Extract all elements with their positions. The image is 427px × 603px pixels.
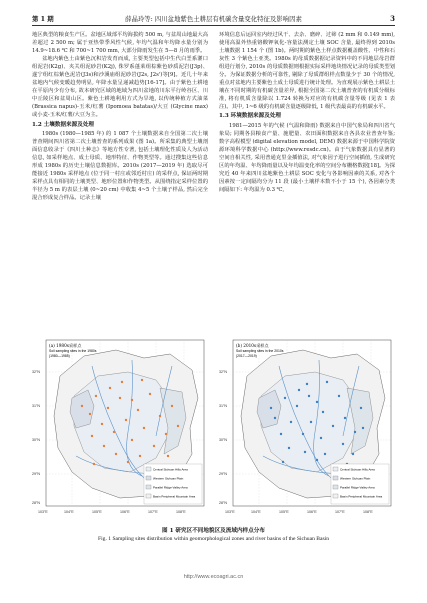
svg-text:28°N: 28°N [219, 501, 228, 505]
intro-paragraph-1: 地区典型的粮食生产区。盆地区域部平均海拔约 500 m, 与盆周山地最大高差超过 2 500 m; 属于亚热带季风性气候, 年均气温和年均降水量分别为 14.9~18.6 ℃ 和 700~1 700 mm, 大部分降雨发生在 5—8 月的雨季。 [32, 32, 208, 55]
svg-text:103°E: 103°E [38, 510, 48, 514]
svg-text:105°E: 105°E [92, 510, 102, 514]
figure-caption-en: Fig. 1 Sampling sites distribution within geomorphological zones and river basins of the Sichuan Basin [97, 536, 330, 542]
panel-a-sublabel: Soil sampling sites in the 1980s [49, 349, 97, 353]
svg-text:31°N: 31°N [219, 404, 228, 408]
right-paragraph-1: 环境信息后运回室内经过风干、去杂、磨碎、过筛 (2 mm 和 0.149 mm), 使用高温外热重铬酸钾氧化-容量法测定土壤 SOC 含量, 最终得到 2010s 土壤数据 1 154 个 (图 1b)。两时期的紫色土样点数据覆盖酸性、中性和石灰性 3 个紫色土亚类。1980s 的母质数据据记录资料中的不同地层母岩群组进行划分, 2010s 的母质数据则根据实际采样地块情况记录的母质类型划分。为保证数据分析的可靠性, 剔除了母质群组样点数量少于 30 个的情况, 重点对盆地内主要紫色土成土母质进行统计处理。为直观展示紫色土耕层土壤在不同时期的有机碳含量差异, 根据全国第二次土壤普查的有机质分级标准, 将有机质含量除以 1.724 转换为对应的有机碳含量等级 (见表 1 表注)。其中, 1~6 级的有机碳含量逐级降低, 1 级代表最高的有机碳水平。 [219, 32, 395, 111]
x-tick-labels [38, 510, 186, 514]
svg-text:103°E: 103°E [225, 510, 235, 514]
svg-text:30°N: 30°N [219, 438, 228, 442]
svg-text:32°N: 32°N [219, 370, 228, 374]
svg-text:29°N: 29°N [32, 472, 41, 476]
svg-text:29°N: 29°N [219, 472, 228, 476]
svg-text:106°E: 106°E [120, 510, 130, 514]
panel-a-sublabel-2: (1980—1985) [49, 354, 70, 358]
legend-ridge: Parallel Ridge-Valley Area [153, 485, 188, 490]
svg-text:32°N: 32°N [32, 370, 41, 374]
svg-text:107°E: 107°E [335, 510, 345, 514]
legend-plain: Western Sichuan Plain [153, 476, 184, 481]
svg-text:30°N: 30°N [32, 438, 41, 442]
running-title: 薛晶玲等: 四川盆地紫色土耕层有机碳含量变化特征及影响因素 [125, 15, 302, 23]
y-tick-labels [32, 370, 40, 505]
svg-text:104°E: 104°E [251, 510, 261, 514]
figure-caption-cn: 图 1 研究区不同地貌区及流域内样点分布 [162, 528, 265, 534]
header-rule [32, 25, 395, 26]
svg-text:28°N: 28°N [32, 501, 41, 505]
panel-b-sublabel: Soil sampling sites in the 2010s [236, 349, 284, 353]
map-2010s [219, 336, 395, 519]
panel-b-label: (b) 2010s采样点 [236, 343, 269, 348]
y-tick-labels [219, 370, 227, 505]
x-tick-labels [225, 510, 373, 514]
left-column [32, 31, 208, 203]
section-1-2-paragraph: 1980s (1980—1985 年) 的 1 087 个土壤数据来自全国第二次土壤普查期间四川省第二次土壤普查的系列成果 (图 1a)。所采集的典型土壤剖面信息收录于《四川土种志》等地方性专著, 包括土壤理化性质及人为活动信息, 如采样地点、成土母质、地形特征、作物类型等。通过搜集这些信息形成 1980s 的历史土壤信息数据库。2010s (2017—2019 年) 选取尽可能接近 1980s 采样地点 (位于同一村庄或邻近村庄) 的采样点, 保证两时期采样点具有相同的土壤类型、地形位置和作物类型。从围绕指定采样位置的半径为 5 m 的表层土壤 (0~20 cm) 中收集 4~5 个土壤子样品, 然后完全混合形成复合样品。记录土壤 [32, 131, 208, 202]
right-column [219, 31, 395, 194]
panel-a-label: (a) 1980s采样点 [49, 343, 82, 348]
section-1-3-paragraph: 1981—2015 年的气候 (气温和降雨) 数据来自中国气象局和四川省气象局; 同期各县粮食产量、施肥量、农田面积数据来自各县农业普查年鉴; 数字高程模型 (digital elevation model, DEM) 数据来源于中国科学院资源环境科学数据中心 (http://www.resdc.cn)。由于气象数据具有显著的空间自相关性, 采用普通克里金插值法, 对气象因子进行空间插值, 生成研究区的年均温、年均降雨量以及年均温变化率的空间分布栅格数据[18]。为探究近 40 年来四川盆地紫色土耕层 SOC 变化与各影响因素的关系, 对各个因素按一定间隔均分为 11 段 (最小土壤样本数不小于 15 个), 各因素分类间隔如下: 年均温为 0.3 ℃, [219, 123, 395, 194]
zone-legend [331, 464, 389, 504]
panel-b-sublabel-2: (2017—2019) [236, 354, 257, 358]
legend-mountain: Basin Peripheral Mountain Area [153, 494, 196, 499]
zone-legend [144, 464, 202, 504]
legend-plain: Western Sichuan Plain [340, 476, 371, 481]
legend-mountain: Basin Peripheral Mountain Area [340, 494, 383, 499]
legend-hilly: Central Sichuan Hilly Area [340, 467, 375, 472]
map-1980s [32, 336, 208, 519]
figure-panel-b [219, 336, 395, 519]
issue-label: 第 1 期 [32, 15, 54, 23]
section-heading-1-3: 1.3 环境数据来源及处理 [219, 113, 282, 120]
legend-ridge: Parallel Ridge-Valley Area [340, 485, 375, 490]
footer-url[interactable]: http://www.ecoagri.ac.cn [183, 574, 244, 580]
svg-text:106°E: 106°E [307, 510, 317, 514]
section-heading-1-2: 1.2 土壤数据来源及处理 [32, 121, 95, 128]
svg-text:107°E: 107°E [148, 510, 158, 514]
svg-text:31°N: 31°N [32, 404, 41, 408]
svg-text:108°E: 108°E [363, 510, 373, 514]
page-number: 3 [390, 14, 395, 23]
intro-paragraph-2: 盆地内紫色土由紫色沉积岩发育而成, 主要类型包括中生代白垩系灌口组泥岩(K2g)、夹关组泥砂岩(K2j), 侏罗系蓬莱组棕紫色砂质泥岩(J3p)、遂宁组红棕紫色泥岩(J3s)和沙溪庙组泥砂岩(J2s, J2s')等[9]。近几十年来盆地内气候变暖趋势明显, 年降水量呈递减趋势[16-17]。由于紫色土耕地在平原内少有分布, 故本研究区域的地域为四川盆地的川东平行岭谷区、川中丘陵区和盆周山区。紫色土耕地利用方式为旱地, 以传统种植方式油菜 (Brassica napus)-玉米/红薯 (Ipomoea batatas)/大豆 (Glycine max) 或小麦-玉米/红薯/大豆为主。 [32, 56, 208, 119]
legend-hilly: Central Sichuan Hilly Area [153, 467, 188, 472]
figure-panel-a [32, 336, 208, 519]
svg-text:105°E: 105°E [279, 510, 289, 514]
svg-text:104°E: 104°E [64, 510, 74, 514]
svg-text:108°E: 108°E [176, 510, 186, 514]
